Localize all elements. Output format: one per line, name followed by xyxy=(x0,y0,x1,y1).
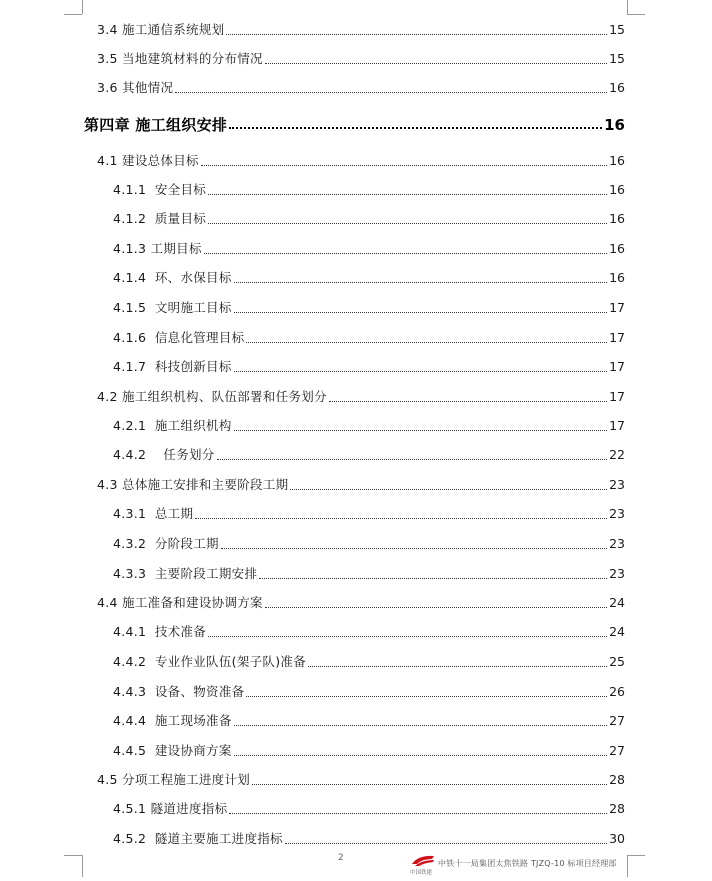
toc-page-number: 17 xyxy=(609,389,625,404)
toc-page-number: 15 xyxy=(609,22,625,37)
toc-leader-dots xyxy=(175,92,607,93)
toc-leader-dots xyxy=(265,63,607,64)
toc-leader-dots xyxy=(308,666,607,667)
toc-leader-dots xyxy=(259,578,607,579)
toc-page-number: 16 xyxy=(609,153,625,168)
toc-entry-label: 4.1.5 文明施工目标 xyxy=(113,300,232,315)
toc-leader-dots xyxy=(234,725,607,726)
toc-entry-label: 4.1.4 环、水保目标 xyxy=(113,270,232,285)
toc-leader-dots xyxy=(252,784,607,785)
toc-page-number: 25 xyxy=(609,654,625,669)
toc-leader-dots xyxy=(229,813,607,814)
toc-entry[interactable] xyxy=(97,385,625,405)
toc-entry[interactable] xyxy=(97,768,625,788)
toc-page-number: 17 xyxy=(609,418,625,433)
toc-entry-label: 4.4 施工准备和建设协调方案 xyxy=(97,595,263,610)
toc-entry-label: 4.4.3 设备、物资准备 xyxy=(113,684,245,699)
toc-leader-dots xyxy=(234,371,607,372)
toc-page-number: 15 xyxy=(609,51,625,66)
toc-entry-label: 4.4.2 专业作业队伍(架子队)准备 xyxy=(113,654,307,669)
toc-leader-dots xyxy=(234,430,607,431)
toc-page-number: 23 xyxy=(609,506,625,521)
toc-leader-dots xyxy=(234,282,607,283)
toc-leader-dots xyxy=(208,636,607,637)
toc-leader-dots xyxy=(217,459,607,460)
toc-page-number: 16 xyxy=(609,211,625,226)
toc-entry[interactable] xyxy=(113,414,625,434)
toc-page-number: 16 xyxy=(609,241,625,256)
toc-leader-dots xyxy=(229,127,602,129)
toc-entry-label: 4.4.5 建设协商方案 xyxy=(113,743,232,758)
toc-page-number: 16 xyxy=(609,80,625,95)
crop-mark-top-right-h xyxy=(627,14,645,15)
toc-entry-label: 4.5 分项工程施工进度计划 xyxy=(97,772,251,787)
toc-entry-label: 4.4.2 任务划分 xyxy=(113,447,215,462)
toc-entry[interactable] xyxy=(113,739,625,759)
toc-leader-dots xyxy=(226,34,607,35)
toc-entry[interactable] xyxy=(113,178,625,198)
toc-entry[interactable] xyxy=(113,296,625,316)
toc-entry-label: 第四章 施工组织安排 xyxy=(84,116,228,134)
toc-entry-label: 4.1.7 科技创新目标 xyxy=(113,359,232,374)
toc-entry-label: 4.3.1 总工期 xyxy=(113,506,194,521)
toc-page-number: 23 xyxy=(609,477,625,492)
toc-entry[interactable] xyxy=(113,237,625,257)
toc-page-number: 24 xyxy=(609,595,625,610)
toc-entry[interactable] xyxy=(113,680,625,700)
page-number: 2 xyxy=(338,853,344,863)
toc-chapter-entry[interactable] xyxy=(84,111,625,133)
toc-entry-label: 4.2.1 施工组织机构 xyxy=(113,418,232,433)
toc-page-number: 17 xyxy=(609,300,625,315)
toc-leader-dots xyxy=(208,194,607,195)
logo-caption: 中国铁建 xyxy=(410,870,433,876)
toc-entry[interactable] xyxy=(113,266,625,286)
toc-entry[interactable] xyxy=(113,709,625,729)
toc-entry-label: 4.2 施工组织机构、队伍部署和任务划分 xyxy=(97,389,327,404)
toc-entry-label: 4.1.1 安全目标 xyxy=(113,182,207,197)
toc-entry[interactable] xyxy=(97,76,625,96)
toc-entry-label: 4.4.1 技术准备 xyxy=(113,624,207,639)
toc-page-number: 27 xyxy=(609,713,625,728)
crop-mark-top-right-v xyxy=(627,0,628,14)
toc-leader-dots xyxy=(246,342,607,343)
crop-mark-bottom-left-v xyxy=(82,855,83,877)
toc-page-number: 30 xyxy=(609,831,625,846)
toc-entry-label: 4.3.2 分阶段工期 xyxy=(113,536,219,551)
toc-leader-dots xyxy=(195,518,607,519)
toc-entry[interactable] xyxy=(113,562,625,582)
toc-leader-dots xyxy=(265,607,607,608)
toc-entry[interactable] xyxy=(113,502,625,522)
toc-page-number: 23 xyxy=(609,566,625,581)
crcc-logo-icon xyxy=(410,853,436,869)
toc-leader-dots xyxy=(285,843,607,844)
toc-page-number: 26 xyxy=(609,684,625,699)
toc-leader-dots xyxy=(290,489,607,490)
toc-leader-dots xyxy=(234,312,607,313)
crop-mark-bottom-right-h xyxy=(627,855,645,856)
toc-entry-label: 4.1.2 质量目标 xyxy=(113,211,207,226)
toc-page-number: 27 xyxy=(609,743,625,758)
toc-page-number: 22 xyxy=(609,447,625,462)
footer-company: 中铁十一局集团太焦铁路 TJZQ-10 标项目经理部 xyxy=(438,859,617,868)
toc-entry[interactable] xyxy=(113,326,625,346)
crop-mark-bottom-left-h xyxy=(64,855,82,856)
toc-leader-dots xyxy=(204,253,607,254)
toc-entry-label: 3.6 其他情况 xyxy=(97,80,174,95)
toc-entry[interactable] xyxy=(97,18,625,38)
toc-entry-label: 4.5.2 隧道主要施工进度指标 xyxy=(113,831,283,846)
toc-entry[interactable] xyxy=(113,355,625,375)
crop-mark-top-left-v xyxy=(82,0,83,14)
toc-page-number: 16 xyxy=(604,116,625,134)
crop-mark-bottom-right-v xyxy=(627,855,628,877)
toc-page-number: 24 xyxy=(609,624,625,639)
toc-entry[interactable] xyxy=(113,827,625,847)
toc-leader-dots xyxy=(221,548,607,549)
toc-entry[interactable] xyxy=(97,473,625,493)
toc-entry-label: 4.3.3 主要阶段工期安排 xyxy=(113,566,258,581)
toc-leader-dots xyxy=(201,165,607,166)
toc-entry-label: 3.5 当地建筑材料的分布情况 xyxy=(97,51,263,66)
toc-page-number: 17 xyxy=(609,330,625,345)
toc-entry[interactable] xyxy=(113,532,625,552)
toc-entry-label: 4.3 总体施工安排和主要阶段工期 xyxy=(97,477,289,492)
toc-entry[interactable] xyxy=(113,207,625,227)
toc-entry[interactable] xyxy=(97,47,625,67)
toc-leader-dots xyxy=(208,223,607,224)
toc-entry-label: 4.1.6 信息化管理目标 xyxy=(113,330,245,345)
crop-mark-top-left-h xyxy=(64,14,82,15)
toc-entry[interactable] xyxy=(113,650,625,670)
toc-entry-label: 3.4 施工通信系统规划 xyxy=(97,22,225,37)
toc-page-number: 16 xyxy=(609,182,625,197)
toc-entry[interactable] xyxy=(113,620,625,640)
toc-entry[interactable] xyxy=(113,443,625,463)
toc-entry-label: 4.1.3 工期目标 xyxy=(113,241,202,256)
toc-entry[interactable] xyxy=(97,149,625,169)
toc-leader-dots xyxy=(246,696,607,697)
toc-entry-label: 4.4.4 施工现场准备 xyxy=(113,713,232,728)
toc-page-number: 28 xyxy=(609,772,625,787)
toc-page-number: 17 xyxy=(609,359,625,374)
toc-page-number: 28 xyxy=(609,801,625,816)
toc-entry[interactable] xyxy=(97,591,625,611)
toc-leader-dots xyxy=(329,401,607,402)
toc-page-number: 23 xyxy=(609,536,625,551)
toc-entry-label: 4.5.1 隧道进度指标 xyxy=(113,801,228,816)
toc-entry[interactable] xyxy=(113,797,625,817)
toc-leader-dots xyxy=(234,755,607,756)
toc-page-number: 16 xyxy=(609,270,625,285)
toc-entry-label: 4.1 建设总体目标 xyxy=(97,153,199,168)
